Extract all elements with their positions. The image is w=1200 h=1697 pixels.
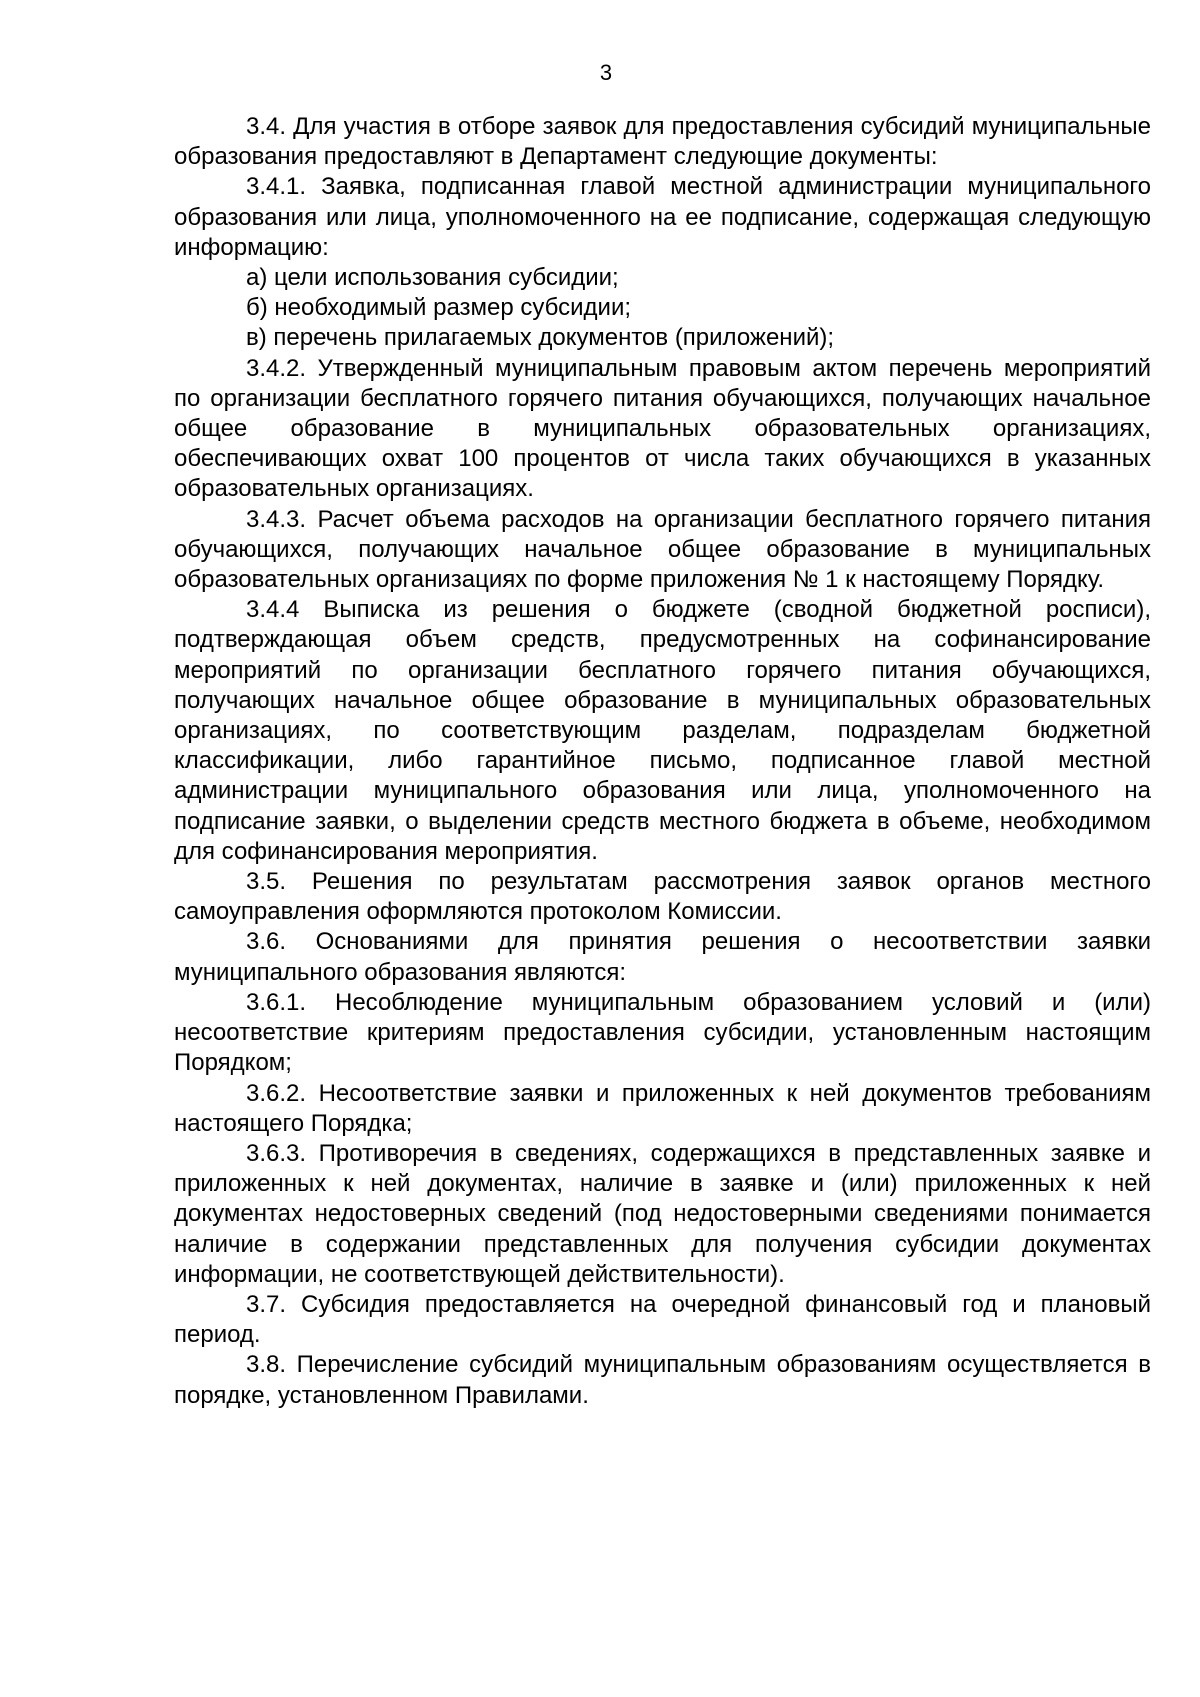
paragraph-3-6-2: 3.6.2. Несоответствие заявки и приложенных к ней документов требованиям настоящего Порядка; <box>174 1079 1151 1137</box>
paragraph-3-4-1: 3.4.1. Заявка, подписанная главой местной администрации муниципального образования или лица, уполномоченного на ее подписание, содержащая следующую информацию: <box>174 173 1151 261</box>
paragraph-3-5: 3.5. Решения по результатам рассмотрения заявок органов местного самоуправления оформляются протоколом Комиссии. <box>174 868 1151 926</box>
page-number: 3 <box>599 60 613 85</box>
paragraph-3-6-3: 3.6.3. Противоречия в сведениях, содержащихся в представленных заявке и приложенных к ней документах, наличие в заявке и (или) приложенных к ней документах недостоверных сведений (под недостоверными сведениями понимается наличие в содержании представленных для получения субсидии документах информации, не соответствующей действительности). <box>174 1139 1151 1288</box>
paragraph-3-7: 3.7. Субсидия предоставляется на очередной финансовый год и плановый период. <box>174 1290 1151 1349</box>
list-item-a: а) цели использования субсидии; <box>246 264 619 292</box>
paragraph-3-4-3: 3.4.3. Расчет объема расходов на организации бесплатного горячего питания обучающихся, получающих начальное общее образование в муниципальных образовательных организациях по форме приложения № 1 к настоящему Порядку. <box>174 505 1151 594</box>
paragraph-3-6: 3.6. Основаниями для принятия решения о несоответствии заявки муниципального образования являются: <box>174 928 1151 986</box>
list-item-v: в) перечень прилагаемых документов (приложений); <box>246 324 835 352</box>
document-body <box>174 112 1151 1411</box>
paragraph-3-6-1: 3.6.1. Несоблюдение муниципальным образованием условий и (или) несоответствие критериям предоставления субсидии, установленным настоящим Порядком; <box>174 988 1151 1077</box>
list-item-b: б) необходимый размер субсидии; <box>246 294 632 322</box>
paragraph-3-4: 3.4. Для участия в отборе заявок для предоставления субсидий муниципальные образования предоставляют в Департамент следующие документы: <box>174 113 1151 171</box>
paragraph-3-4-4: 3.4.4 Выписка из решения о бюджете (сводной бюджетной росписи), подтверждающая объем средств, предусмотренных на софинансирование мероприятий по организации бесплатного горячего питания обучающихся, получающих начальное общее образование в муниципальных образовательных организациях, по соответствующим разделам, подразделам бюджетной классификации, либо гарантийное письмо, подписанное главой местной администрации муниципального образования или лица, уполномоченного на подписание заявки, о выделении средств местного бюджета в объеме, необходимом для софинансирования мероприятия. <box>174 596 1151 865</box>
paragraph-3-8: 3.8. Перечисление субсидий муниципальным образованиям осуществляется в порядке, установленном Правилами. <box>174 1351 1151 1409</box>
paragraph-3-4-2: 3.4.2. Утвержденный муниципальным правовым актом перечень мероприятий по организации бесплатного горячего питания обучающихся, получающих начальное общее образование в муниципальных образовательных организациях, обеспечивающих охват 100 процентов от числа таких обучающихся в указанных образовательных организациях. <box>174 354 1151 503</box>
